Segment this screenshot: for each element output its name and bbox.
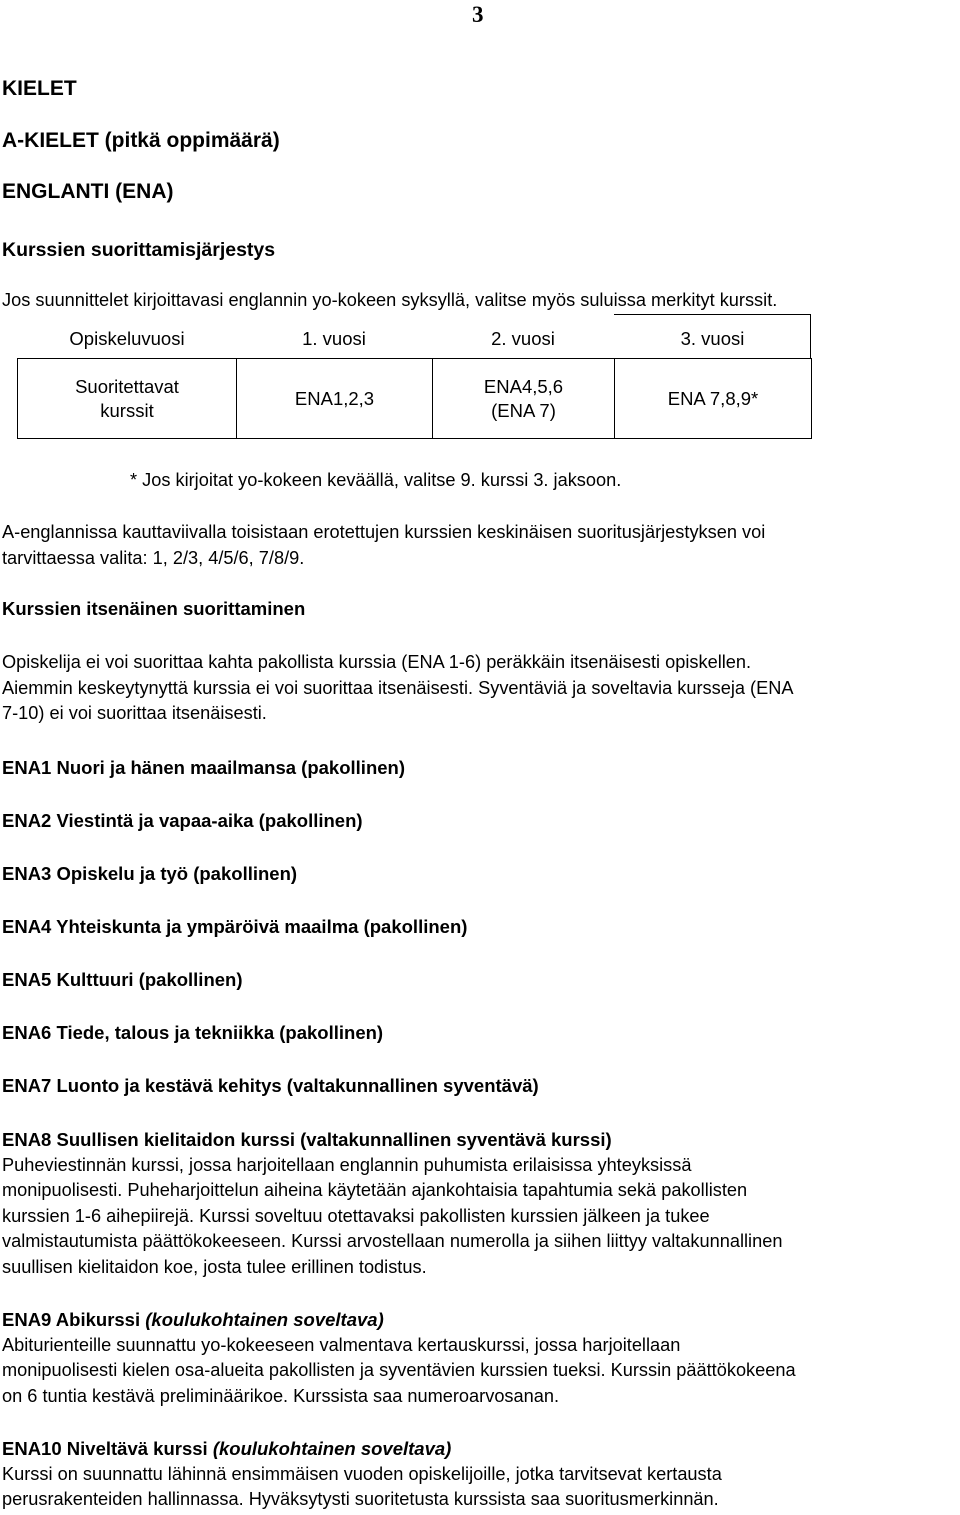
ena8-line: kurssien 1-6 aihepiirejä. Kurssi soveltuu otettavaksi pakollisten kurssien jälkeen ja tukee — [2, 1205, 710, 1226]
courses-year-1: ENA1,2,3 — [237, 359, 433, 439]
header-opiskeluvuosi: Opiskeluvuosi — [69, 328, 185, 349]
itsenainen-line3: 7-10) ei voi suorittaa itsenäisesti. — [2, 703, 267, 723]
page-number: 3 — [472, 2, 484, 27]
ena10-title — [2, 1436, 722, 1462]
ena9-title — [2, 1307, 796, 1333]
intro-text: Jos suunnittelet kirjoittavasi englannin yo-kokeen syksyllä, valitse myös suluissa merkityt kurssit. — [2, 290, 778, 310]
row-label-line2: kurssit — [100, 399, 154, 421]
course-title: ENA3 Opiskelu ja työ (pakollinen) — [2, 863, 298, 884]
table-row — [18, 359, 812, 439]
course-title: ENA7 Luonto ja kestävä kehitys (valtakunnallinen syventävä) — [2, 1075, 539, 1096]
order-note-line2: tarvittaessa valita: 1, 2/3, 4/5/6, 7/8/9. — [2, 547, 305, 568]
ena8-line: suullisen kielitaidon koe, josta tulee erillinen todistus. — [2, 1256, 427, 1277]
row-label-line1: Suoritettavat — [75, 375, 179, 397]
footnote: * Jos kirjoitat yo-kokeen keväällä, valitse 9. kurssi 3. jaksoon. — [130, 470, 622, 490]
order-note — [2, 520, 765, 571]
course-title: ENA5 Kulttuuri (pakollinen) — [2, 969, 243, 990]
itsenainen-line1: Opiskelija ei voi suorittaa kahta pakollista kurssia (ENA 1-6) peräkkäin itsenäisesti opiskellen. — [2, 652, 752, 672]
ena10-line: Kurssi on suunnattu lähinnä ensimmäisen vuoden opiskelijoille, jotka tarvitsevat kertausta — [2, 1463, 722, 1484]
itsenainen-text — [2, 650, 793, 727]
ena10-title-italic: (koulukohtainen soveltava) — [212, 1438, 452, 1459]
heading-suoritusjarjestys: Kurssien suorittamisjärjestys — [2, 239, 276, 261]
ena8-line: monipuolisesti. Puheharjoittelun aiheina käytetään ajankohtaisia tapahtumia sekä pakollisten — [2, 1180, 748, 1200]
header-year-2: 2. vuosi — [491, 328, 555, 349]
ena10-line: perusrakenteiden hallinnassa. Hyväksytysti suoritetusta kurssista saa suoritusmerkinnän. — [2, 1489, 719, 1509]
ena9-line: on 6 tuntia kestävä preliminäärikoe. Kurssista saa numeroarvosanan. — [2, 1385, 560, 1406]
ena8-line: valmistautumista päättökokeeseen. Kurssi arvostellaan numerolla ja siihen liittyy valtakunnallinen — [2, 1231, 783, 1251]
course-title: ENA6 Tiede, talous ja tekniikka (pakollinen) — [2, 1022, 384, 1043]
ena9-line: monipuolisesti kielen osa-alueita pakollisten ja syventävien kurssien tueksi. Kurssin päättökokeena — [2, 1360, 796, 1380]
itsenainen-line2: Aiemmin keskeytynyttä kurssia ei voi suorittaa itsenäisesti. Syventäviä ja soveltavia kursseja (ENA — [2, 677, 794, 698]
ena8-line: Puheviestinnän kurssi, jossa harjoitellaan englannin puhumista erilaisissa yhteyksissä — [2, 1154, 692, 1175]
header-year-1: 1. vuosi — [302, 328, 366, 349]
courses-year-2-line2: (ENA 7) — [491, 399, 556, 421]
ena9-title-main: ENA9 Abikurssi — [2, 1309, 146, 1330]
ena10-title-main: ENA10 Niveltävä kurssi — [2, 1438, 213, 1459]
row-label-cell — [18, 359, 237, 439]
ena9-title-italic: (koulukohtainen soveltava) — [145, 1309, 384, 1330]
ena9-line: Abiturienteille suunnattu yo-kokeeseen valmentava kertauskurssi, jossa harjoitellaan — [2, 1334, 681, 1355]
ena8-title: ENA8 Suullisen kielitaidon kurssi (valtakunnallinen syventävä kurssi) — [2, 1129, 612, 1150]
courses-year-2-line1: ENA4,5,6 — [483, 375, 564, 397]
courses-year-2 — [433, 359, 615, 439]
heading-a-kielet: A-KIELET (pitkä oppimäärä) — [2, 129, 280, 152]
course-order-table — [17, 358, 812, 439]
ena10-section — [2, 1436, 722, 1513]
header-year-3: 3. vuosi — [680, 328, 745, 349]
course-title: ENA1 Nuori ja hänen maailmansa (pakollinen) — [2, 757, 405, 778]
ena9-section — [2, 1307, 796, 1409]
heading-englanti: ENGLANTI (ENA) — [2, 180, 174, 203]
course-title: ENA4 Yhteiskunta ja ympäröivä maailma (pakollinen) — [2, 916, 468, 937]
order-note-line1: A-englannissa kauttaviivalla toisistaan erotettujen kurssien keskinäisen suoritusjärjestyksen voi — [2, 522, 766, 542]
course-title: ENA2 Viestintä ja vapaa-aika (pakollinen) — [2, 810, 363, 831]
heading-kielet: KIELET — [2, 77, 77, 100]
table-top-border — [614, 314, 811, 315]
ena8-section — [2, 1127, 782, 1280]
table-header-row — [18, 322, 811, 358]
heading-itsenainen: Kurssien itsenäinen suorittaminen — [2, 598, 306, 619]
courses-year-3: ENA 7,8,9* — [615, 359, 812, 439]
